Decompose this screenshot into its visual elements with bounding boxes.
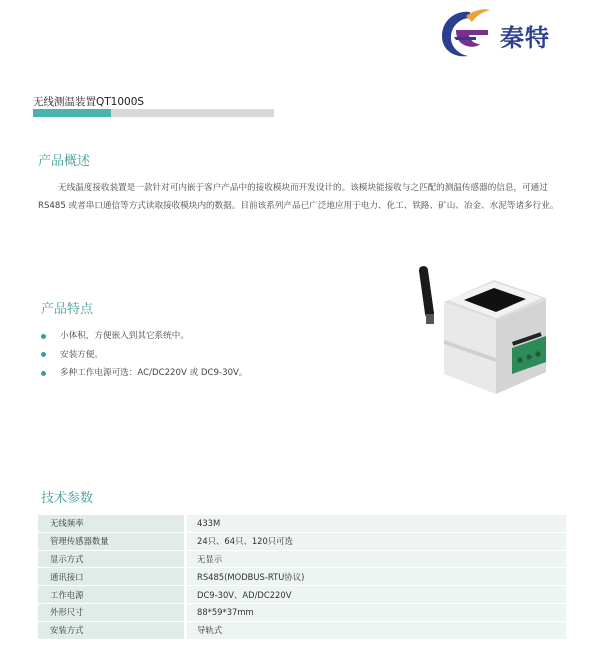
spec-value: 24只、64只、120只可选 [186, 532, 567, 550]
spec-label: 外形尺寸 [38, 603, 186, 621]
specs-heading: 技术参数 [41, 491, 94, 506]
table-row [38, 586, 566, 604]
spec-value: 无显示 [186, 550, 567, 568]
spec-value: RS485(MODBUS-RTU协议) [186, 568, 567, 586]
product-title: 无线测温装置QT1000S [33, 96, 145, 108]
features-list [41, 327, 248, 383]
title-underline-accent [33, 109, 111, 117]
spec-label: 无线频率 [38, 515, 186, 532]
overview-heading: 产品概述 [38, 154, 91, 169]
feature-item [41, 364, 248, 383]
table-row [38, 603, 566, 621]
spec-label: 显示方式 [38, 550, 186, 568]
bullet-icon [41, 352, 46, 357]
table-row [38, 550, 566, 568]
bullet-icon [41, 334, 46, 339]
bullet-icon [41, 371, 46, 376]
spec-label: 工作电源 [38, 586, 186, 604]
spec-value: 433M [186, 515, 567, 532]
spec-value: 88*59*37mm [186, 603, 567, 621]
table-row [38, 568, 566, 586]
feature-item [41, 346, 248, 365]
specs-table [38, 515, 566, 640]
table-row [38, 621, 566, 639]
feature-text: 安装方便。 [60, 349, 103, 360]
table-row [38, 532, 566, 550]
spec-value: 导轨式 [186, 621, 567, 639]
spec-label: 通讯接口 [38, 568, 186, 586]
table-row [38, 515, 566, 532]
brand-name: 秦特 [500, 24, 550, 52]
spec-value: DC9-30V、AD/DC220V [186, 586, 567, 604]
feature-text: 多种工作电源可选：AC/DC220V 或 DC9-30V。 [60, 368, 248, 378]
device-product-image [414, 262, 554, 397]
feature-text: 小体积，方便嵌入到其它系统中。 [60, 331, 189, 341]
spec-label: 安装方式 [38, 621, 186, 639]
spec-label: 管理传感器数量 [38, 532, 186, 550]
overview-paragraph: 无线温度接收装置是一款针对可内嵌于客户产品中的接收模块而开发设计的。该模块能接收与之匹配的测温传感器的信息，可通过 RS485 或者串口通信等方式读取接收模块内的数据。目前该系列产品已广泛地应用于电力、化工、铁路、矿山、冶金、水泥等诸多行业。 [38, 183, 559, 211]
features-heading: 产品特点 [41, 302, 94, 317]
feature-item [41, 327, 248, 346]
title-underline-bar [33, 109, 274, 117]
